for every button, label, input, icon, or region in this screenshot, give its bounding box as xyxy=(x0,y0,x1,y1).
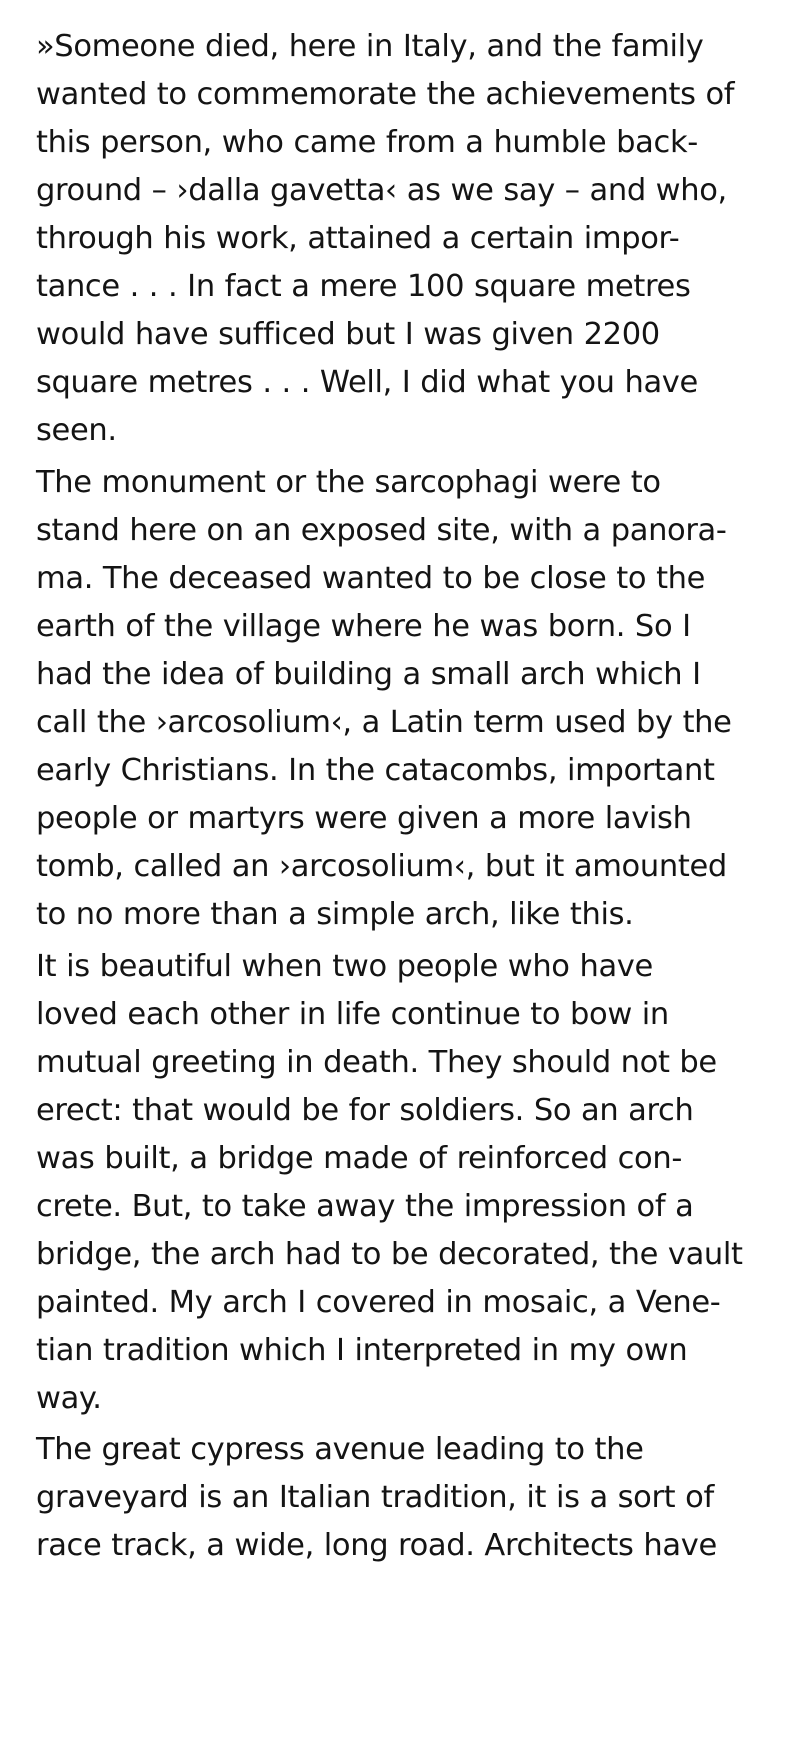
text-line: call the ›arcosolium‹, a Latin term used by the xyxy=(36,705,732,740)
text-line: The great cypress avenue leading to the xyxy=(36,1432,644,1467)
text-line: The monument or the sarcophagi were to xyxy=(36,465,661,500)
text-line: It is beautiful when two people who have xyxy=(36,949,653,984)
text-line: erect: that would be for soldiers. So an arch xyxy=(36,1093,694,1128)
text-line: way. xyxy=(36,1381,102,1416)
text-line: graveyard is an Italian tradition, it is a sort of xyxy=(36,1480,714,1515)
text-line: to no more than a simple arch, like this. xyxy=(36,897,634,932)
text-line: tomb, called an ›arcosolium‹, but it amounted xyxy=(36,849,727,884)
text-line: tian tradition which I interpreted in my own xyxy=(36,1333,688,1368)
text-line: would have sufficed but I was given 2200 xyxy=(36,317,660,352)
text-line: people or martyrs were given a more lavish xyxy=(36,801,692,836)
text-line: stand here on an exposed site, with a panora- xyxy=(36,513,727,548)
text-line: wanted to commemorate the achievements of xyxy=(36,77,735,112)
text-line: seen. xyxy=(36,413,117,448)
text-line: earth of the village where he was born. So I xyxy=(36,609,691,644)
text-line: early Christians. In the catacombs, important xyxy=(36,753,715,788)
text-line: square metres . . . Well, I did what you have xyxy=(36,365,698,400)
text-line: bridge, the arch had to be decorated, the vault xyxy=(36,1237,743,1272)
text-line: ma. The deceased wanted to be close to the xyxy=(36,561,706,596)
text-line: loved each other in life continue to bow in xyxy=(36,997,669,1032)
text-line: through his work, attained a certain impor- xyxy=(36,221,680,256)
text-line: tance . . . In fact a mere 100 square metres xyxy=(36,269,691,304)
text-line: ground – ›dalla gavetta‹ as we say – and who, xyxy=(36,173,727,208)
text-line: race track, a wide, long road. Architects have xyxy=(36,1528,717,1563)
text-line: had the idea of building a small arch which I xyxy=(36,657,701,692)
text-line: »Someone died, here in Italy, and the family xyxy=(36,29,704,64)
text-line: crete. But, to take away the impression of a xyxy=(36,1189,694,1224)
text-line: painted. My arch I covered in mosaic, a Vene- xyxy=(36,1285,721,1320)
text-line: this person, who came from a humble back- xyxy=(36,125,698,160)
text-line: was built, a bridge made of reinforced con- xyxy=(36,1141,682,1176)
text-line: mutual greeting in death. They should not be xyxy=(36,1045,717,1080)
